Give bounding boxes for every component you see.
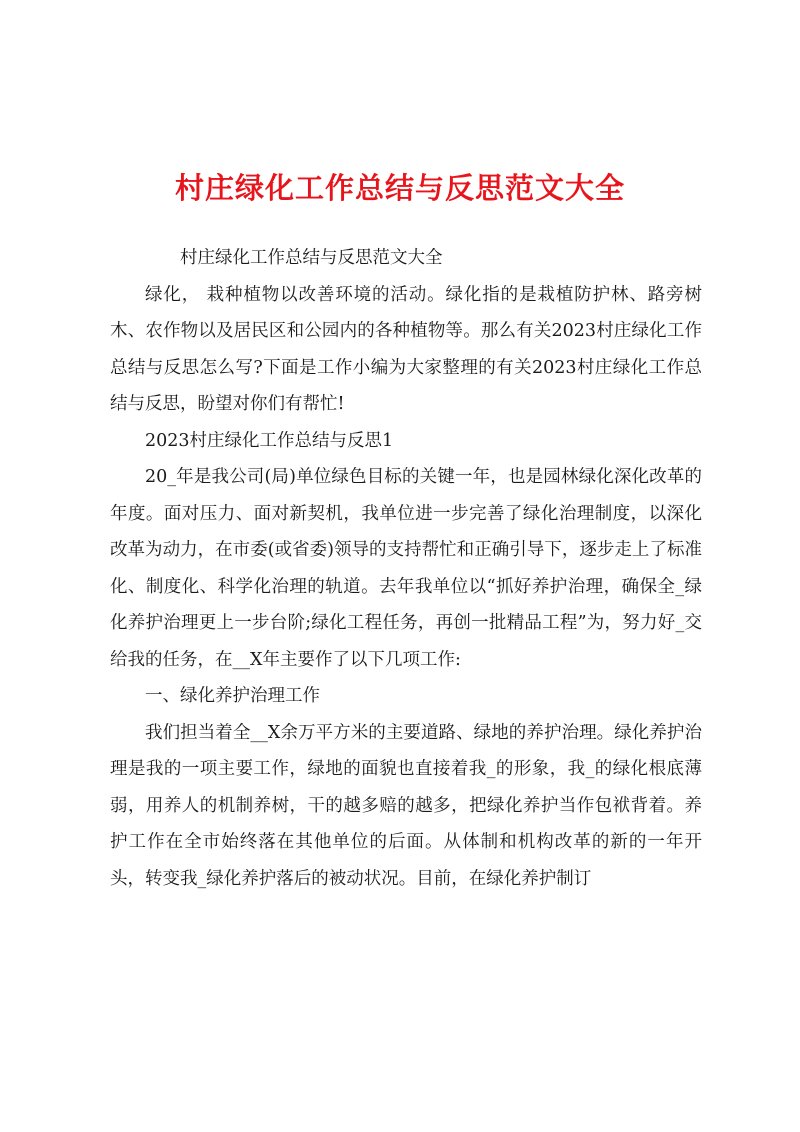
- subtitle-paragraph: 村庄绿化工作总结与反思范文大全: [180, 248, 443, 268]
- document-body: [110, 240, 702, 897]
- intro-paragraph: 绿化， 栽种植物以改善环境的活动。绿化指的是栽植防护林、路旁树木、农作物以及居民区和公园内的各种植物等。那么有关2023村庄绿化工作总结与反思怎么写?下面是工作小编为大家整理的有关2023村庄绿化工作总结与反思，盼望对你们有帮忙!: [110, 284, 702, 414]
- section-heading-1: 2023村庄绿化工作总结与反思1: [145, 430, 394, 451]
- body-paragraph: 20_年是我公司(局)单位绿色目标的关键一年，也是园林绿化深化改革的年度。面对压力、面对新契机，我单位进一步完善了绿化治理制度，以深化改革为动力，在市委(或省委)领导的支持帮忙和正确引导下，逐步走上了标准化、制度化、科学化治理的轨道。去年我单位以“抓好养护治理，确保全_绿化养护治理更上一步台阶;绿化工程任务，再创一批精品工程”为，努力好_交给我的任务，在__X年主要作了以下几项工作:: [110, 467, 702, 670]
- page-title: 村庄绿化工作总结与反思范文大全: [174, 171, 625, 205]
- body-paragraph: 我们担当着全__X余万平方米的主要道路、绿地的养护治理。绿化养护治理是我的一项主要工作，绿地的面貌也直接着我_的形象，我_的绿化根底薄弱，用养人的机制养树，干的越多赔的越多，把绿化养护当作包袱背着。养护工作在全市始终落在其他单位的后面。从体制和机构改革的新的一年开头，转变我_绿化养护落后的被动状况。目前，在绿化养护制订: [110, 722, 702, 889]
- section-heading-2: 一、绿化养护治理工作: [145, 686, 320, 706]
